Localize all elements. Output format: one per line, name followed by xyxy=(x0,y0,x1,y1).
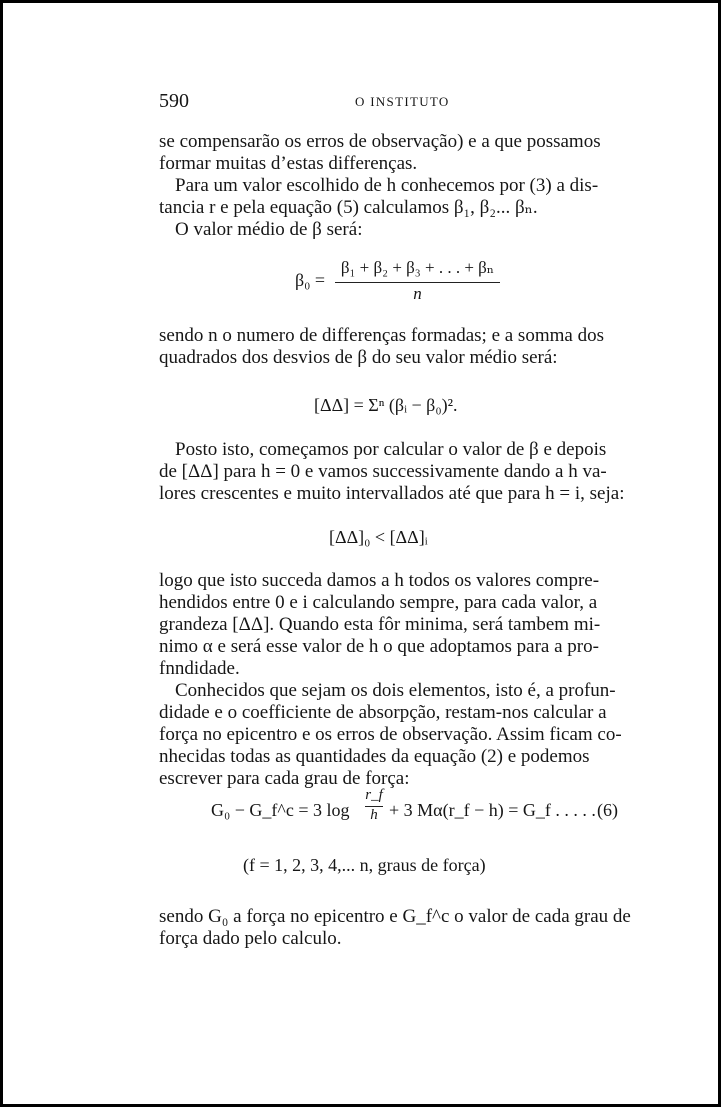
mean-equation-numerator: β₁ + β₂ + β₃ + . . . + βₙ xyxy=(340,258,495,277)
text-line: hendidos entre 0 e i calculando sempre, para cada valor, a xyxy=(159,592,598,613)
inequality-equation: [ΔΔ]₀ < [ΔΔ]ᵢ xyxy=(329,527,428,547)
force-degrees-note: (f = 1, 2, 3, 4,... n, graus de força) xyxy=(243,855,486,875)
text-line: Para um valor escolhido de h conhecemos por (3) a dis- xyxy=(175,175,599,196)
text-line: fnndidade. xyxy=(159,658,240,679)
text-line: escrever para cada grau de força: xyxy=(159,768,410,789)
text-line: se compensarão os erros de observação) e a que possamos xyxy=(159,131,601,152)
equation-number: (6) xyxy=(597,800,618,820)
text-line: Posto isto, começamos por calcular o valor de β e depois xyxy=(175,439,607,460)
text-line: força dado pelo calculo. xyxy=(159,928,342,949)
text-line: didade e o coefficiente de absorpção, restam-nos calcular a xyxy=(159,702,607,723)
page-number: 590 xyxy=(159,90,189,112)
text-line: nhecidas todas as quantidades da equação (2) e podemos xyxy=(159,746,590,767)
sum-squares-equation: [ΔΔ] = Σⁿ (βᵢ − β₀)². xyxy=(314,395,458,415)
mean-equation-lhs: β₀ = xyxy=(295,270,326,290)
force-fraction-denominator: h xyxy=(370,807,378,823)
text-line: sendo n o numero de differenças formadas; e a somma dos xyxy=(159,325,604,346)
text-line: logo que isto succeda damos a h todos os valores compre- xyxy=(159,570,600,591)
text-line: O valor médio de β será: xyxy=(175,219,363,240)
text-line: grandeza [ΔΔ]. Quando esta fôr minima, será tambem mi- xyxy=(159,614,601,635)
force-fraction-numerator: r_f xyxy=(365,787,383,803)
text-line: Conhecidos que sejam os dois elementos, isto é, a profun- xyxy=(175,680,616,701)
text-line: sendo G₀ a força no epicentro e G_f^c o valor de cada grau de xyxy=(159,906,631,927)
force-equation-rhs: + 3 Mα(r_f − h) = G_f . . . . . xyxy=(389,800,596,820)
force-equation-lhs: G₀ − G_f^c = 3 log xyxy=(211,800,350,820)
text-line: formar muitas d’estas differenças. xyxy=(159,153,418,174)
fraction-bar xyxy=(335,282,500,283)
running-title: O INSTITUTO xyxy=(355,94,450,109)
mean-equation-denominator: n xyxy=(413,284,422,303)
text-line: nimo α e será esse valor de h o que adoptamos para a pro- xyxy=(159,636,599,657)
text-line: tancia r e pela equação (5) calculamos β₁, β₂... βₙ. xyxy=(159,197,538,218)
text-line: de [ΔΔ] para h = 0 e vamos successivamente dando a h va- xyxy=(159,461,607,482)
text-line: força no epicentro e os erros de observação. Assim ficam co- xyxy=(159,724,622,745)
text-line: lores crescentes e muito intervallados até que para h = i, seja: xyxy=(159,483,625,504)
text-line: quadrados dos desvios de β do seu valor médio será: xyxy=(159,347,558,368)
